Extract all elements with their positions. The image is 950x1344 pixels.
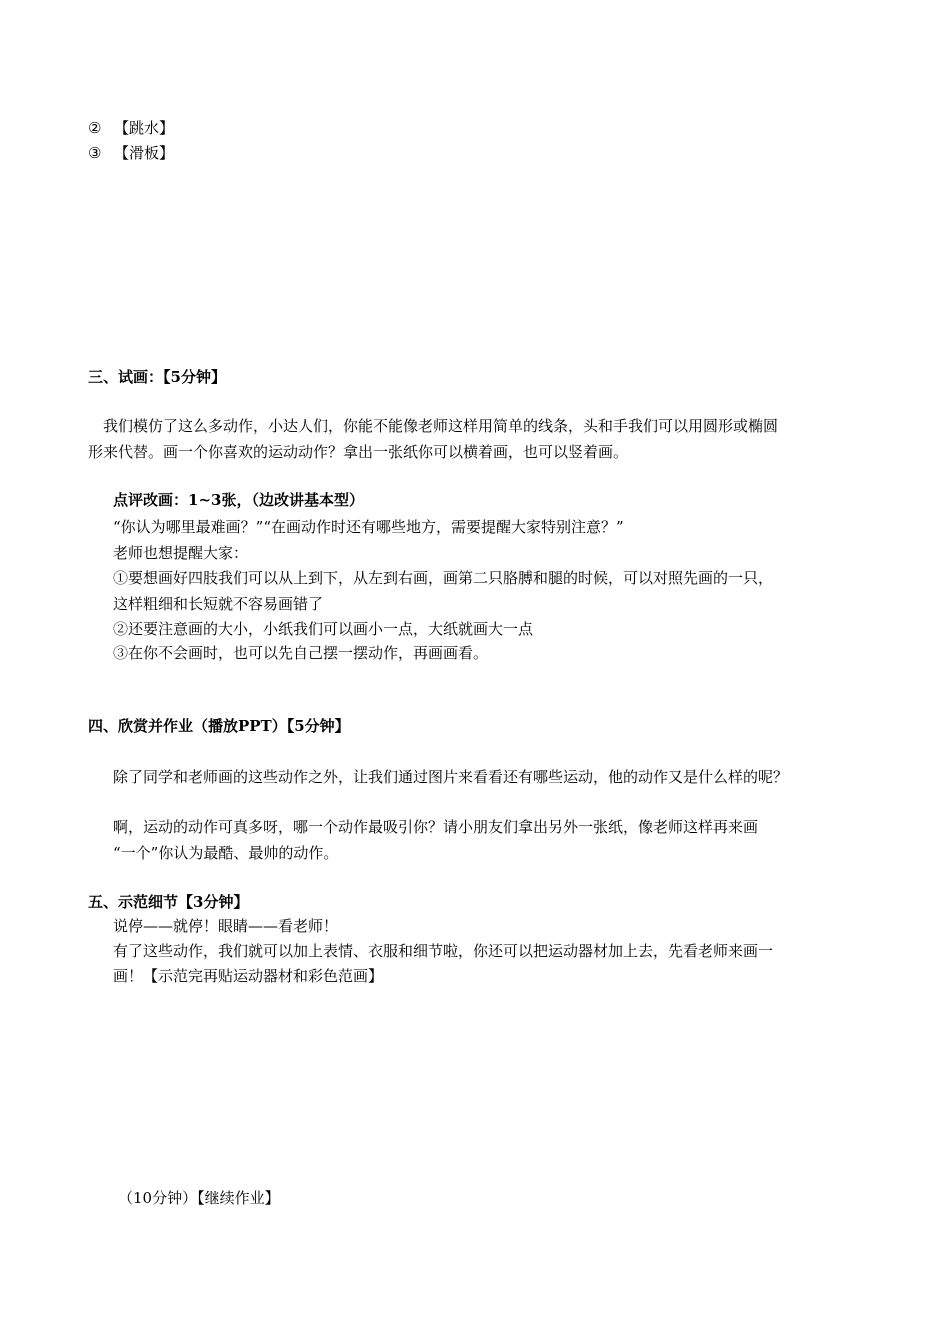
list-item-text: 【滑板】	[114, 144, 175, 162]
review-heading: 点评改画：1~3张，（边改讲基本型）	[113, 491, 364, 509]
footer-note: （10分钟）【继续作业】	[118, 1189, 280, 1207]
list-item-text: 【跳水】	[114, 119, 175, 137]
section4-paragraph2-line1: 啊，运动的动作可真多呀，哪一个动作最吸引你？请小朋友们拿出另外一张纸，像老师这样再来画	[113, 818, 759, 836]
section5-line2-part2: 画！【示范完再贴运动器材和彩色范画】	[113, 967, 384, 985]
section3-paragraph-line2: 形来代替。画一个你喜欢的运动动作？拿出一张纸你可以横着画，也可以竖着画。	[88, 443, 629, 461]
section4-paragraph2-line2: “一个”你认为最酷、最帅的动作。	[113, 844, 339, 862]
list-item	[88, 118, 174, 138]
section5-heading: 五、示范细节【3分钟】	[88, 893, 249, 911]
section5-line1: 说停——就停！眼睛——看老师！	[113, 917, 339, 935]
list-marker: ③	[88, 144, 102, 162]
list-item	[88, 143, 174, 163]
section3-paragraph-line1: 我们模仿了这么多动作，小达人们，你能不能像老师这样用简单的线条，头和手我们可以用圆形或椭圆	[103, 417, 779, 435]
section4-paragraph1: 除了同学和老师画的这些动作之外，让我们通过图片来看看还有哪些运动，他的动作又是什么样的呢？	[113, 768, 789, 786]
review-question: “你认为哪里最难画？”“在画动作时还有哪些地方，需要提醒大家特别注意？”	[113, 518, 624, 536]
tip3: ③在你不会画时，也可以先自己摆一摆动作，再画画看。	[113, 644, 489, 662]
reminder-intro: 老师也想提醒大家：	[113, 544, 249, 562]
tip1-line1: ①要想画好四肢我们可以从上到下，从左到右画，画第二只胳膊和腿的时候，可以对照先画的一只，	[113, 569, 774, 587]
section3-heading: 三、试画：【5分钟】	[88, 368, 226, 386]
section5-line2-part1: 有了这些动作，我们就可以加上表情、衣服和细节啦，你还可以把运动器材加上去，先看老师来画一	[113, 942, 774, 960]
tip1-line2: 这样粗细和长短就不容易画错了	[113, 595, 324, 613]
list-marker: ②	[88, 119, 102, 137]
section4-heading: 四、欣赏并作业（播放PPT）【5分钟】	[88, 717, 350, 735]
tip2: ②还要注意画的大小，小纸我们可以画小一点，大纸就画大一点	[113, 620, 534, 638]
